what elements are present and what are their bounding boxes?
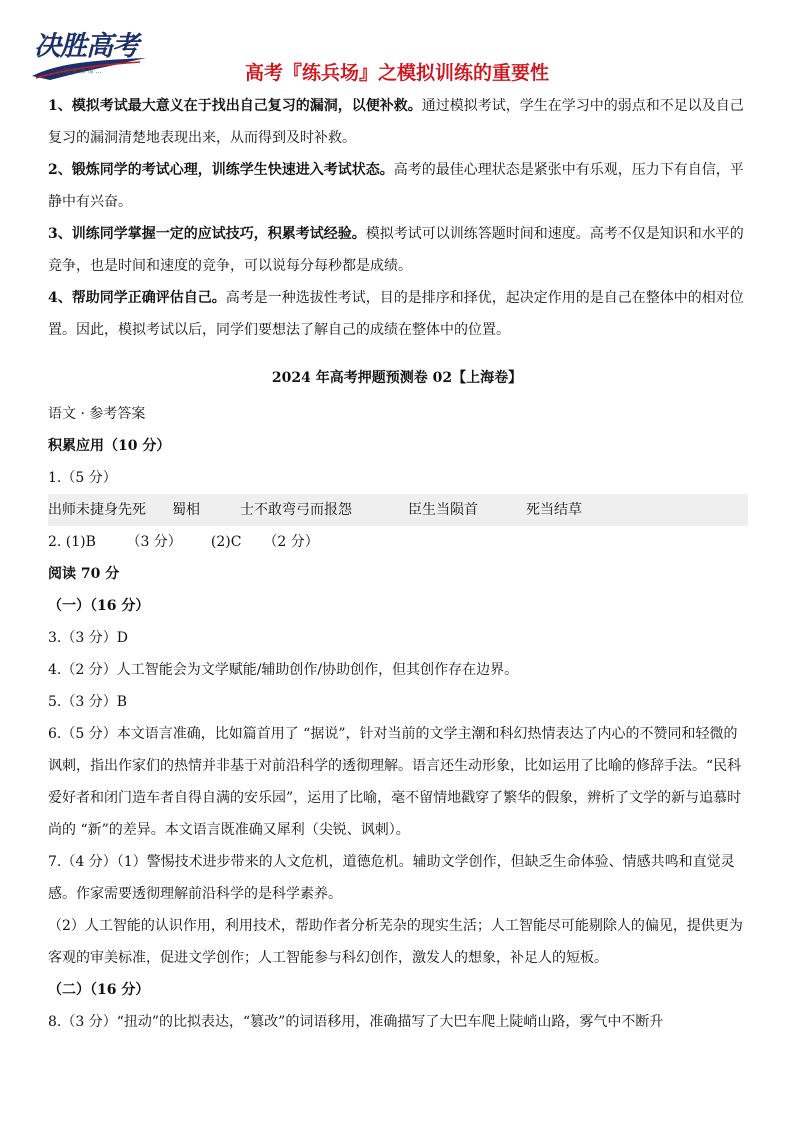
intro-item — [48, 282, 748, 346]
part-heading: （一）（16 分） — [48, 598, 150, 614]
intro-section — [48, 90, 748, 346]
section-heading: 阅读 70 分 — [48, 566, 120, 582]
question-4: 4.（2 分）人工智能会为文学赋能/辅助创作/协助创作，但其创作存在边界。 — [48, 662, 519, 678]
part-heading: （二）（16 分） — [48, 982, 150, 998]
intro-body: 高考是一种选拔性考试，目的是排序和择优，起决定作用的是自己在整体中的相对位置。因此，模拟考试以后，同学们要想法了解自己的成绩在整体中的位置。 — [48, 290, 744, 338]
section-heading: 积累应用（10 分） — [48, 438, 171, 454]
intro-body: 模拟考试可以训练答题时间和速度。高考不仅是知识和水平的竞争，也是时间和速度的竞争，可以说每分每秒都是成绩。 — [48, 226, 744, 274]
q2-score: （3 分） — [126, 534, 182, 550]
intro-body: 高考的最佳心理状态是紧张中有乐观，压力下有自信，平静中有兴奋。 — [48, 162, 744, 210]
answer-subtitle: 语文 · 参考答案 — [48, 406, 146, 422]
question-6: 6.（5 分）本文语言准确，比如篇首用了 “据说”，针对当前的文学主潮和科幻热情表达了内心的不赞同和轻微的讽刺，指出作家们的热情并非基于对前沿科学的透彻理解。语言还生动形象，比如运用了比喻的修辞手法。“民科爱好者和闭门造车者自得自满的安乐园”，运用了比喻，毫不留情地戳穿了繁华的假象，辨析了文学的新与追慕时尚的 “新”的差异。本文语言既准确又犀利（尖锐、讽刺）。 — [48, 726, 742, 838]
question-8: 8.（3 分）“扭动”的比拟表达，“篡改”的词语移用，准确描写了大巴车爬上陡峭山路，雾气中不断升 — [48, 1014, 664, 1030]
q1-answer: 死当结草 — [526, 502, 582, 518]
question-3: 3.（3 分）D — [48, 630, 128, 646]
question-5: 5.（3 分）B — [48, 694, 128, 710]
q2-score: （2 分） — [263, 534, 319, 550]
intro-item — [48, 154, 748, 218]
page-title: 高考『练兵场』之模拟训练的重要性 — [244, 62, 549, 84]
intro-item — [48, 90, 748, 154]
intro-lead: 1、模拟考试最大意义在于找出自己复习的漏洞，以便补救。 — [48, 98, 422, 114]
q1-answer: 臣生当陨首 — [408, 502, 478, 518]
logo-tagline: 一 起 来 参 加 ... — [56, 68, 102, 75]
answer-section — [48, 398, 748, 1038]
q1-answer: 蜀相 — [172, 502, 200, 518]
q2-part: (2)C — [210, 534, 242, 550]
logo-text: 决胜高考 — [34, 31, 138, 62]
intro-item — [48, 218, 748, 282]
exam-title: 2024 年高考押题预测卷 02【上海卷】 — [271, 370, 523, 386]
question-7-part-2: （2）人工智能的认识作用，利用技术，帮助作者分析芜杂的现实生活；人工智能尽可能剔除人的偏见，提供更为客观的审美标准，促进文学创作；人工智能参与科幻创作，激发人的想象，补足人的短板。 — [48, 918, 743, 966]
intro-lead: 3、训练同学掌握一定的应试技巧，积累考试经验。 — [48, 226, 366, 242]
q2-part: 2. (1)B — [48, 534, 96, 550]
question-2 — [48, 526, 748, 558]
intro-body: 通过模拟考试，学生在学习中的弱点和不足以及自己复习的漏洞清楚地表现出来，从而得到及时补救。 — [48, 98, 744, 146]
intro-lead: 2、锻炼同学的考试心理，训练学生快速进入考试状态。 — [48, 162, 394, 178]
q1-answer-row — [48, 494, 748, 526]
q1-answer: 出师未捷身先死 — [48, 502, 146, 518]
intro-lead: 4、帮助同学正确评估自己。 — [48, 290, 226, 306]
q1-answer: 士不敢弯弓而报怨 — [240, 502, 352, 518]
question-7: 7.（4 分）（1）警惕技术进步带来的人文危机，道德危机。辅助文学创作，但缺乏生命体验、情感共鸣和直觉灵感。作家需要透彻理解前沿科学的是科学素养。 — [48, 854, 735, 902]
question-1: 1.（5 分） — [48, 470, 117, 486]
